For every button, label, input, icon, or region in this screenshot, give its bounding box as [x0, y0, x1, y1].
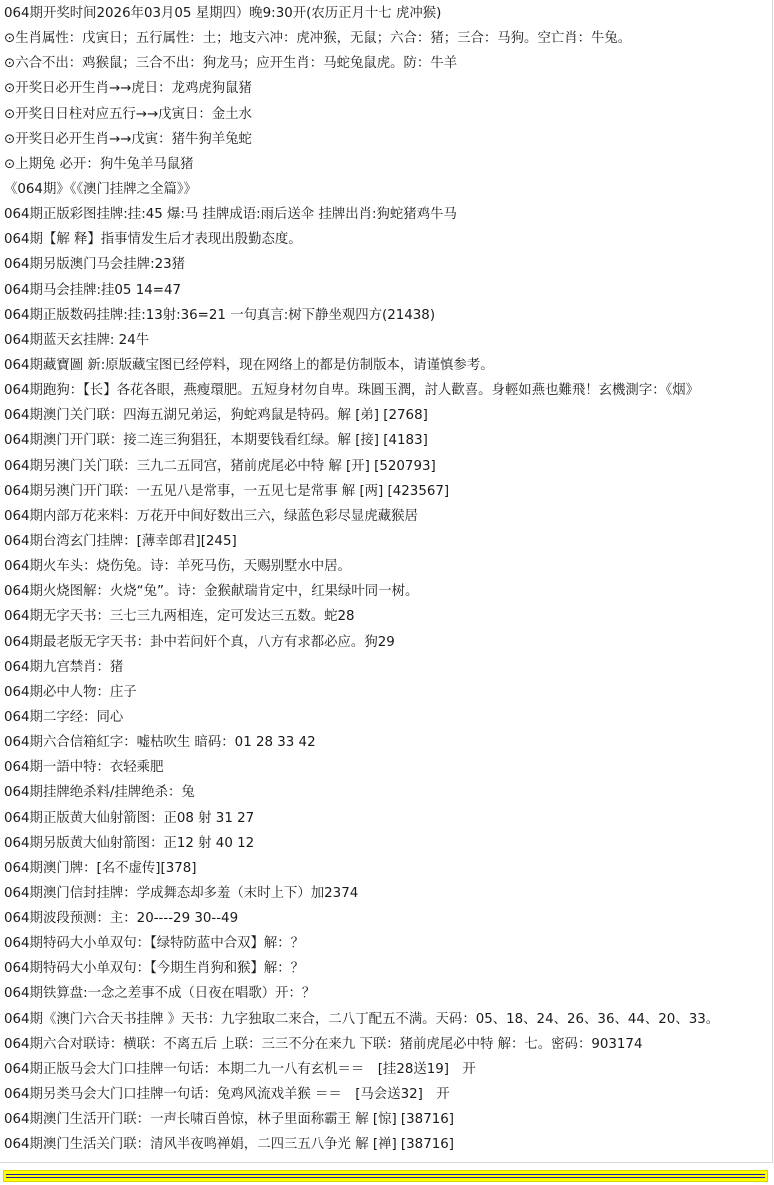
line-must-person: 064期必中人物：庄子	[4, 684, 137, 700]
footer-rule-top	[6, 1174, 765, 1175]
line-size-odd-even-1: 064期特码大小单双句：【绿特防蓝中合双】解：？	[4, 936, 305, 952]
line-macau-open-couplet: 064期澳门开门联：接二连三狗猖狂，本期要钱看红绿。解 [接] [4183]	[4, 433, 428, 449]
line-last-period-rabbit: ⊙上期兔 必开：狗牛兔羊马鼠猪	[4, 156, 194, 172]
line-life-close-couplet: 064期澳门生活关门联：清风半夜鸣禅娟，二四三五八争光 解 [禅] [38716]	[4, 1137, 454, 1153]
post-lines	[4, 1, 770, 1157]
footer-rule-bottom	[6, 1177, 765, 1178]
line-running-dog: 064期跑狗：【长】各花各眼，燕瘦環肥。五短身材勿自卑。珠圓玉潤，討人歡喜。身輕如燕也難飛！玄機測字：《烟》	[4, 383, 700, 399]
line-explanation: 064期【解 释】指事情发生后才表现出殷勤态度。	[4, 232, 302, 248]
line-wordless-book: 064期无字天书：三七三九两相连，定可发达三五数。蛇28	[4, 609, 355, 625]
line-alt-macau-close-couplet: 064期另澳门关门联：三九二五同宫，猪前虎尾必中特 解 [开] [520793]	[4, 458, 436, 474]
line-macau-card: 064期澳门牌：[名不虚传][378]	[4, 860, 197, 876]
line-heaven-book-sign: 064期《澳门六合天书挂牌 》天书：九字独取二来合，二八丁配五不满。天码：05、18、24、26、36、44、20、33。	[4, 1011, 720, 1027]
line-mailbox-red-text: 064期六合信箱紅字：嘘枯吹生 暗码：01 28 33 42	[4, 735, 316, 751]
line-must-open-tiger-day: ⊙开奖日必开生肖→→虎日：龙鸡虎狗鼠猪	[4, 81, 252, 97]
line-taiwan-sign: 064期台湾玄门挂牌：[薄幸郎君][245]	[4, 533, 237, 549]
line-alt-horse-club-gate-phrase: 064期另类马会大门口挂牌一句话：兔鸡风流戏羊猴 ＝＝ [马会送32] 开	[4, 1087, 450, 1103]
line-horse-club-sign: 064期马会挂牌:挂05 14=47	[4, 282, 182, 298]
line-oldest-wordless-book: 064期最老版无字天书：卦中若问奸个真，八方有求都必应。狗29	[4, 634, 395, 650]
line-two-word-classic: 064期二字经：同心	[4, 709, 124, 725]
line-wong-tai-sin-archery: 064期正版黄大仙射箭图：正08 射 31 27	[4, 810, 255, 826]
line-couplet-poem: 064期六合对联诗：横联：不离五后 上联：三三不分在来九 下联：猪前虎尾必中特 解：七。密码：903174	[4, 1036, 643, 1052]
line-alt-macau-sign: 064期另版澳门马会挂牌:23猪	[4, 257, 186, 273]
line-zodiac-attributes: ⊙生肖属性：戊寅日；五行属性：土；地支六冲：虎冲猴，无鼠；六合：猪；三合：马狗。空亡肖：牛兔。	[4, 31, 632, 47]
line-size-odd-even-2: 064期特码大小单双句：【今期生肖狗和猴】解：？	[4, 961, 305, 977]
line-treasure-map: 064期藏寶圖 新:原版藏宝图已经停料，现在网络上的都是仿制版本，请谨慎参考。	[4, 357, 494, 373]
line-macau-close-couplet: 064期澳门关门联：四海五湖兄弟运，狗蛇鸡鼠是特码。解 [弟] [2768]	[4, 408, 428, 424]
line-inner-flowers: 064期内部万花来料：万花开中间好数出三六，绿蓝色彩尽显虎藏猴居	[4, 508, 418, 524]
line-section-title: 《064期》《《澳门挂牌之全篇》》	[4, 181, 197, 197]
line-day-pillar-elements: ⊙开奖日日柱对应五行→→戊寅日：金土水	[4, 106, 252, 122]
line-horse-club-gate-phrase: 064期正版马会大门口挂牌一句话：本期二九一八有玄机＝＝ [挂28送19] 开	[4, 1061, 476, 1077]
line-absolute-kill: 064期挂牌绝杀料/挂牌绝杀：兔	[4, 785, 195, 801]
line-life-open-couplet: 064期澳门生活开门联：一声长啸百兽惊，林子里面称霸王 解 [惊] [38716]	[4, 1112, 454, 1128]
line-wave-forecast: 064期波段预测：主：20----29 30--49	[4, 911, 239, 927]
line-macau-envelope: 064期澳门信封挂牌：学成舞态却多羞（末时上下）加2374	[4, 885, 359, 901]
line-opening-time: 064期开奖时间2026年03月05 星期四）晚9:30开(农历正月十七 虎冲猴)	[4, 6, 442, 21]
line-nine-palace-ban: 064期九宫禁肖：猪	[4, 659, 124, 675]
line-blue-sky-sign: 064期蓝天玄挂牌: 24牛	[4, 332, 150, 348]
line-liuhe-not-out: ⊙六合不出：鸡猴鼠；三合不出：狗龙马；应开生肖：马蛇兔鼠虎。防：牛羊	[4, 56, 458, 72]
line-fire-picture: 064期火烧图解：火烧“兔”。诗：金猴献瑞肯定中，红果绿叶同一树。	[4, 584, 419, 600]
line-iron-abacus: 064期铁算盘:一念之差事不成（日夜在唱歌）开：？	[4, 986, 316, 1002]
line-alt-wong-tai-sin-archery: 064期另版黄大仙射箭图：正12 射 40 12	[4, 835, 255, 851]
line-number-sign: 064期正版数码挂牌:挂:13射:36=21 一句真言:树下静坐观四方(21438)	[4, 307, 436, 323]
footer-divider-bar	[3, 1170, 768, 1182]
line-must-open-wuyin: ⊙开奖日必开生肖→→戊寅：猪牛狗羊兔蛇	[4, 131, 252, 147]
line-color-picture-sign: 064期正版彩图挂牌:挂:45 爆:马 挂牌成语:雨后送伞 挂牌出肖:狗蛇猪鸡牛马	[4, 207, 457, 223]
line-train-head: 064期火车头：烧伤兔。诗：羊死马伤，天赐别墅水中居。	[4, 559, 351, 575]
line-alt-macau-open-couplet: 064期另澳门开门联：一五见八是常事，一五见七是常事 解 [两] [423567]	[4, 483, 450, 499]
line-one-phrase: 064期一語中特：衣轻乘肥	[4, 760, 164, 776]
